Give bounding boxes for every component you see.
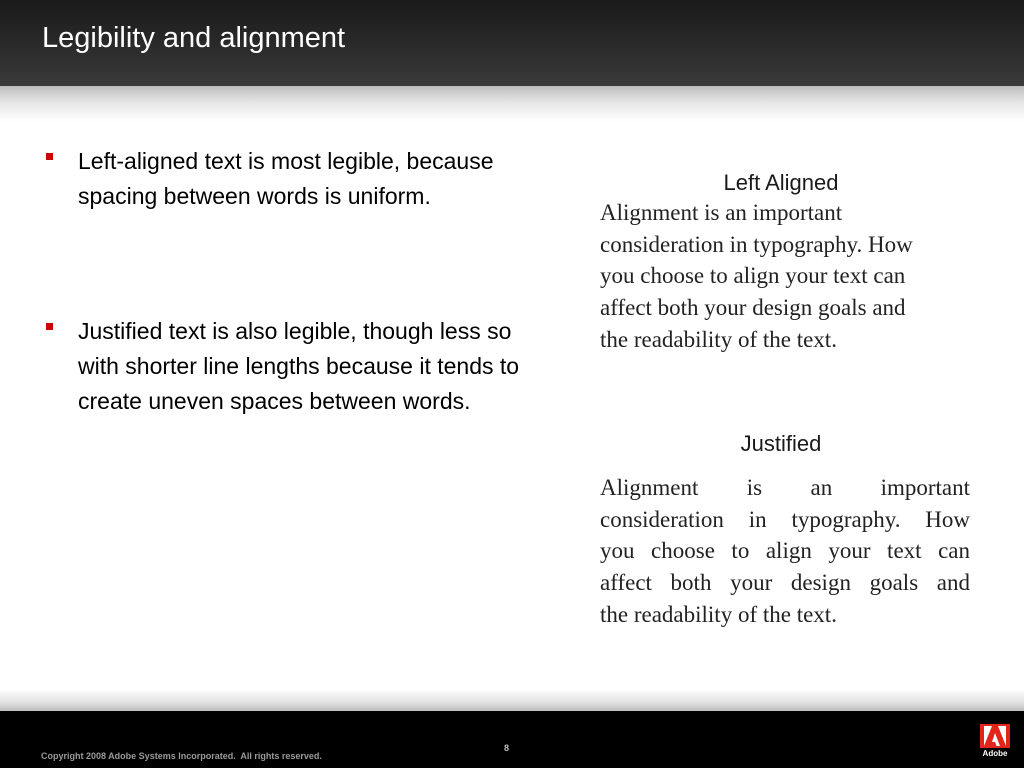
title-bar [0,0,1024,86]
justified-heading: Justified [740,431,822,456]
square-bullet-icon [46,323,53,330]
page-number: 8 [504,743,510,753]
example-line: you choose to align your text can [600,263,906,289]
left-aligned-example [600,197,970,356]
adobe-logo-mark [980,724,1010,748]
bullet-text: Left-aligned text is most legible, because spacing between words is uniform. [78,148,494,209]
footer-shadow [0,689,1024,711]
justified-example [600,472,970,631]
example-line: Alignment is an important [600,475,970,500]
example-line: the readability of the text. [600,326,837,352]
example-line: affect both your design goals and [600,570,970,596]
example-line: you choose to align your text can [600,538,970,564]
example-line: consideration in typography. How [600,231,913,257]
copyright-notice: Copyright 2008 Adobe Systems Incorporated. All rights reserved. [41,751,322,761]
adobe-logo-icon [980,724,1010,760]
example-line: Alignment is an important [600,200,843,225]
example-line: consideration in typography. How [600,506,970,532]
bullet-text: Justified text is also legible, though less so with shorter line lengths because it tends to create uneven spaces between words. [78,318,520,414]
example-line: the readability of the text. [600,601,837,627]
footer-bar [0,711,1024,768]
square-bullet-icon [46,153,53,160]
title-bar-shadow [0,86,1024,122]
adobe-logo-text: Adobe [982,749,1008,758]
slide-title: Legibility and alignment [42,22,346,54]
left-aligned-heading: Left Aligned [723,170,839,195]
example-line: affect both your design goals and [600,295,906,321]
